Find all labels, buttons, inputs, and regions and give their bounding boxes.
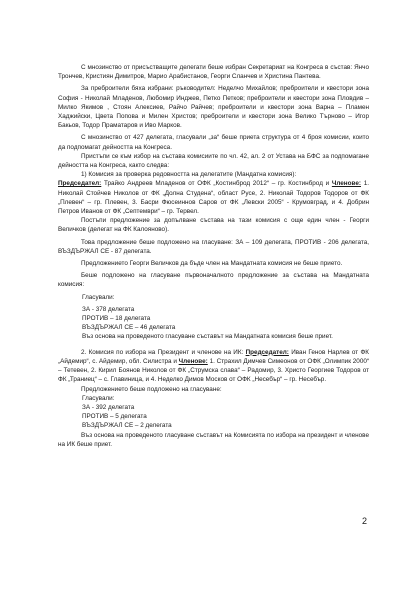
chair-label: Председател: — [245, 348, 289, 356]
vote-results-mandate — [58, 293, 369, 342]
paragraph-secretariat: С мнозинство от присъстващите делегати беше избран Секретариат на Конгреса в състав: Янчо Трончев, Кристиян Димитров, Марио Арабистанов, Георги Сланчев и Христина Пантева. — [58, 64, 369, 81]
members-text: 1. Николай Стойчев Николов от ФК „Долна Студена“, област Русе, 2. Николай Тодоров Тодоров от ФК „Плевен“ – гр. Плевен, 3. Басри Фюсеиннов Саров от ФК „Левски 2005“ - Крумовград, и 4. Добрин Петров Иванов от ФК „Септември“ – гр. Тервел. — [58, 180, 369, 216]
vote-label: Гласували: — [82, 394, 115, 402]
chair-text: Иван Генов Нарлев от ФК „Айдемир“, с. Айдемир, обл. Силистра и — [58, 348, 370, 365]
paragraph-original-proposal: Беше подложено на гласуване първоначалното предложение за състава на Мандатната комисия: — [58, 272, 369, 289]
vote-abstain: ВЪЗДЪРЖАЛ СЕ – 46 делегата — [82, 324, 176, 332]
members-label: Членове: — [331, 180, 361, 188]
vote-label: Гласували: — [82, 293, 115, 301]
paragraph-proposal-rejected: Предложението Георги Величков да бъде член на Мандатната комисия не беше прието. — [81, 260, 343, 268]
vote-against: ПРОТИВ – 18 делегата — [82, 315, 151, 323]
chair-text: Трайко Андреев Младенов от ОФК „Костинброд 2012“ – гр. Костинброд и — [101, 180, 332, 188]
vote-for: ЗА - 378 делегата — [82, 305, 135, 313]
paragraph-election-commission — [58, 348, 369, 385]
vote-result: Въз основа на проведеното гласуване съставът на Комисията по избора на президент и членове на ИК беше приет. — [58, 431, 369, 448]
heading-election-commission: 2. Комисия по избора на Президент и членове на ИК: — [81, 348, 244, 356]
vote-results-election — [58, 394, 369, 431]
paragraph-commissions-election: Пристъпи се към избор на състава комисиите по чл. 42, ал. 2 от Устава на БФС за подпомагане дейността на Конгреса, както следва: — [58, 152, 369, 170]
vote-against: ПРОТИВ – 5 делегата — [82, 413, 147, 421]
heading-mandate-commission: 1) Комисия за проверка редовността на делегатите (Мандатна комисия): — [81, 171, 297, 179]
members-text: 1. Страхил Димчев Симеонов от ОФК „Олимпик 2000“ – Тетевен, 2. Кирил Боянов Николов от ФК „Струмска слава“ – Радомир, 3. Христо Георгиев Тодоров от ФК „Траниец“ – с. Главиница, и 4. Неделко Димов Москов от ОФК „Несебър“ – гр. Несебър. — [58, 357, 369, 384]
members-label: Членове: — [178, 357, 208, 365]
paragraph-proposal-vote: Това предложение беше подложено на гласуване: ЗА – 109 делегата, ПРОТИВ - 206 делегата, ВЪЗДЪРЖАЛ СЕ - 87 делегата. — [58, 238, 369, 255]
vote-abstain: ВЪЗДЪРЖАЛ СЕ – 2 делегата — [82, 422, 172, 430]
vote-result: Въз основа на проведеното гласуване съставът на Мандатната комисия беше приет. — [82, 333, 333, 341]
paragraph-proposal: Постъпи предложение за допълване състава на тази комисия с още един член - Георги Величков (делегат на ФК Калояново). — [58, 217, 369, 234]
paragraph-commissions-structure: С мнозинство от 427 делегата, гласували „за“ беше приета структура от 4 броя комисии, които да подпомагат дейността на Конгреса. — [58, 134, 369, 151]
paragraph-mandate-composition — [58, 179, 369, 216]
paragraph-vote-intro: Предложението беше подложено на гласуване: — [81, 385, 222, 393]
paragraph-counters: За преброители бяха избрани: ръководител: Неделчо Михайлов; преброители и квестори зона София - Николай Младенов, Любомир Инджев, Петко Петков; преброители и квестори зона Пловдив – Милко Якимов , Стоян Алексиев, Райчо Райчев; преброители и квестори зона Варна – Пламен Хаджийски, Цвета Попова и Милен Христов; преброители и квестори зона Велико Търново – Игор Бакьов, Тодор Праматаров и Иво Марков. — [58, 85, 369, 130]
vote-for: ЗА - 392 делегата — [82, 403, 135, 411]
chair-label: Председател: — [58, 180, 102, 188]
page-number: 2 — [361, 516, 367, 526]
